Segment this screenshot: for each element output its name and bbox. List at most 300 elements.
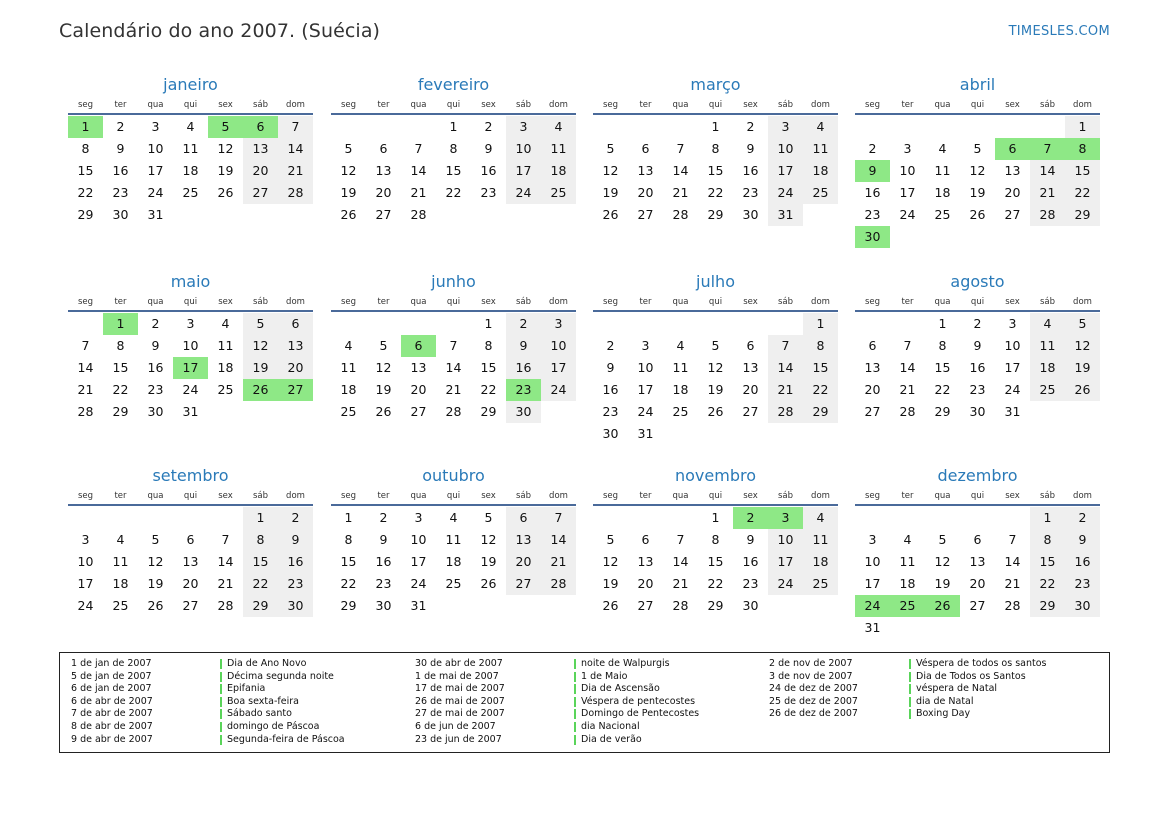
weekday-label: sex [481, 297, 496, 307]
day-cell: 30 [375, 598, 392, 613]
day-cell: 13 [506, 529, 541, 551]
day-cell: 16 [278, 551, 313, 573]
day-empty [890, 313, 925, 335]
day-cell: 3 [903, 141, 912, 156]
legend-date: 5 de jan de 2007 [71, 670, 152, 682]
day-cell: 27 [637, 598, 654, 613]
week-row [68, 573, 313, 595]
holiday-cell: 6 [243, 116, 278, 138]
holiday-cell: 3 [768, 507, 803, 529]
day-cell: 22 [77, 185, 94, 200]
day-empty [628, 507, 663, 529]
day-cell: 1 [803, 313, 838, 335]
week-row [855, 551, 1100, 573]
weekday-label: seg [340, 100, 357, 110]
day-cell: 30 [112, 207, 129, 222]
day-cell: 1 [1065, 116, 1100, 138]
day-cell: 28 [217, 598, 234, 613]
day-cell: 17 [506, 160, 541, 182]
day-cell: 29 [1065, 204, 1100, 226]
holiday-cell: 9 [855, 160, 890, 182]
day-cell: 3 [541, 313, 576, 335]
week-row [855, 182, 1100, 204]
weekday-label: seg [340, 297, 357, 307]
day-cell: 25 [803, 573, 838, 595]
weekday-label: seg [602, 100, 619, 110]
weekday-label: seg [340, 491, 357, 501]
day-cell: 23 [1065, 573, 1100, 595]
legend-holiday-name: véspera de Natal [909, 683, 1046, 696]
day-cell: 5 [606, 532, 615, 547]
day-cell: 2 [868, 141, 877, 156]
day-cell: 10 [77, 554, 94, 569]
day-cell: 6 [641, 532, 650, 547]
week-row [593, 160, 838, 182]
day-cell: 13 [637, 163, 654, 178]
day-cell: 20 [969, 576, 986, 591]
weekday-label: sáb [515, 100, 532, 110]
week-row [68, 204, 313, 226]
weekday-label: ter [114, 100, 127, 110]
weekday-label: qua [410, 297, 427, 307]
day-cell: 10 [768, 529, 803, 551]
day-cell: 11 [803, 138, 838, 160]
day-cell: 8 [449, 141, 458, 156]
day-cell: 12 [707, 360, 724, 375]
day-cell: 11 [445, 532, 462, 547]
weekday-label: dom [811, 491, 830, 501]
month-8 [68, 465, 313, 617]
month-name: dezembro [937, 466, 1018, 485]
holiday-cell: 7 [1030, 138, 1065, 160]
week-row [593, 116, 838, 138]
week-row [68, 401, 313, 423]
week-row [68, 379, 313, 401]
day-empty [173, 204, 208, 226]
day-cell: 20 [637, 576, 654, 591]
day-cell: 26 [147, 598, 164, 613]
day-cell: 17 [410, 554, 427, 569]
day-cell: 6 [973, 532, 982, 547]
day-cell: 22 [243, 573, 278, 595]
weekday-label: dom [286, 100, 305, 110]
day-cell: 12 [602, 554, 619, 569]
day-cell: 15 [934, 360, 951, 375]
day-empty [733, 423, 768, 445]
month-7 [855, 271, 1100, 423]
day-cell: 20 [375, 185, 392, 200]
day-cell: 2 [606, 338, 615, 353]
weekday-label: sáb [777, 297, 794, 307]
day-cell: 17 [768, 551, 803, 573]
weekday-label: ter [901, 100, 914, 110]
weekday-label: dom [1073, 100, 1092, 110]
day-cell: 13 [969, 554, 986, 569]
day-cell: 8 [344, 532, 353, 547]
day-cell: 30 [742, 207, 759, 222]
day-cell: 13 [182, 554, 199, 569]
weekday-header [68, 295, 313, 309]
weekday-header [593, 295, 838, 309]
day-cell: 21 [1030, 182, 1065, 204]
day-cell: 23 [278, 573, 313, 595]
week-row [331, 401, 576, 423]
day-cell: 6 [278, 313, 313, 335]
day-cell: 26 [1065, 379, 1100, 401]
day-empty [768, 423, 803, 445]
day-cell: 28 [899, 404, 916, 419]
day-cell: 3 [414, 510, 423, 525]
day-cell: 23 [147, 382, 164, 397]
day-cell: 24 [147, 185, 164, 200]
month-name: setembro [152, 466, 229, 485]
weekday-label: dom [549, 100, 568, 110]
day-cell: 31 [768, 204, 803, 226]
day-cell: 22 [340, 576, 357, 591]
week-row [68, 116, 313, 138]
day-empty [436, 204, 471, 226]
day-cell: 14 [445, 360, 462, 375]
day-cell: 16 [506, 357, 541, 379]
day-cell: 23 [864, 207, 881, 222]
day-cell: 1 [484, 316, 493, 331]
day-cell: 20 [742, 382, 759, 397]
day-cell: 23 [480, 185, 497, 200]
day-cell: 28 [410, 207, 427, 222]
day-empty [663, 507, 698, 529]
day-cell: 31 [864, 620, 881, 635]
header-rule [331, 504, 576, 506]
day-cell: 9 [746, 532, 755, 547]
day-cell: 16 [742, 554, 759, 569]
legend-holiday-name: Boa sexta-feira [220, 696, 345, 709]
day-cell: 7 [449, 338, 458, 353]
day-empty [663, 313, 698, 335]
day-empty [436, 595, 471, 617]
weekday-label: seg [864, 297, 881, 307]
legend-date: 24 de dez de 2007 [769, 683, 858, 695]
day-empty [208, 507, 243, 529]
weekday-label: sáb [515, 491, 532, 501]
legend-date: 26 de dez de 2007 [769, 708, 858, 720]
day-empty [68, 313, 103, 335]
holiday-cell: 25 [890, 595, 925, 617]
week-row [331, 595, 576, 617]
month-name: agosto [950, 272, 1005, 291]
legend-date: 17 de mai de 2007 [415, 683, 505, 695]
day-cell: 20 [506, 551, 541, 573]
day-cell: 20 [864, 382, 881, 397]
day-cell: 14 [899, 360, 916, 375]
weekday-label: qua [672, 297, 689, 307]
weekday-label: sáb [1039, 491, 1056, 501]
weekday-header [331, 98, 576, 112]
day-cell: 6 [506, 507, 541, 529]
legend-date: 25 de dez de 2007 [769, 695, 858, 707]
day-cell: 4 [116, 532, 125, 547]
day-cell: 8 [116, 338, 125, 353]
holiday-cell: 24 [855, 595, 890, 617]
day-cell: 4 [344, 338, 353, 353]
week-row [331, 529, 576, 551]
day-cell: 7 [768, 335, 803, 357]
day-cell: 22 [445, 185, 462, 200]
week-row [593, 379, 838, 401]
day-cell: 19 [707, 382, 724, 397]
day-cell: 17 [1004, 360, 1021, 375]
day-cell: 15 [340, 554, 357, 569]
day-cell: 31 [1004, 404, 1021, 419]
holiday-cell: 8 [1065, 138, 1100, 160]
header-rule [68, 310, 313, 312]
day-cell: 19 [1065, 357, 1100, 379]
header-rule [593, 504, 838, 506]
day-cell: 15 [112, 360, 129, 375]
legend-dates-col-3 [769, 658, 858, 721]
day-cell: 27 [506, 573, 541, 595]
day-cell: 2 [973, 316, 982, 331]
weekday-label: sex [743, 297, 758, 307]
month-name: novembro [675, 466, 756, 485]
day-cell: 4 [1030, 313, 1065, 335]
week-row [593, 182, 838, 204]
day-cell: 9 [116, 141, 125, 156]
legend-date: 26 de mai de 2007 [415, 695, 505, 707]
legend-date: 30 de abr de 2007 [415, 658, 503, 669]
month-name: fevereiro [417, 75, 490, 94]
week-row [593, 204, 838, 226]
day-cell: 27 [742, 404, 759, 419]
day-cell: 27 [243, 182, 278, 204]
month-9 [331, 465, 576, 617]
month-2 [593, 74, 838, 226]
day-cell: 14 [410, 163, 427, 178]
legend-holiday-name: Dia de Ascensão [574, 683, 699, 696]
day-cell: 27 [410, 404, 427, 419]
legend-holiday-name: Domingo de Pentecostes [574, 708, 699, 721]
day-cell: 17 [541, 357, 576, 379]
legend-date: 2 de nov de 2007 [769, 658, 853, 669]
day-cell: 7 [1008, 532, 1017, 547]
day-empty [278, 401, 313, 423]
day-cell: 23 [969, 382, 986, 397]
day-empty [541, 204, 576, 226]
day-cell: 22 [934, 382, 951, 397]
day-empty [890, 116, 925, 138]
legend-dates-col-2 [415, 658, 505, 746]
day-cell: 19 [243, 357, 278, 379]
day-empty [103, 507, 138, 529]
legend-date: 3 de nov de 2007 [769, 670, 853, 682]
weekday-header [68, 98, 313, 112]
day-cell: 25 [217, 382, 234, 397]
holiday-cell: 27 [278, 379, 313, 401]
weekday-label: seg [77, 491, 94, 501]
legend-date: 9 de abr de 2007 [71, 733, 153, 745]
legend-holiday-name: Epifania [220, 683, 345, 696]
weekday-label: sex [1005, 491, 1020, 501]
day-empty [1065, 401, 1100, 423]
day-cell: 10 [541, 335, 576, 357]
week-row [593, 401, 838, 423]
day-cell: 22 [1030, 573, 1065, 595]
week-row [331, 313, 576, 335]
day-empty [768, 313, 803, 335]
week-row [68, 357, 313, 379]
day-cell: 19 [934, 576, 951, 591]
day-cell: 15 [1065, 160, 1100, 182]
day-cell: 20 [637, 185, 654, 200]
day-cell: 12 [480, 532, 497, 547]
day-cell: 15 [243, 551, 278, 573]
day-cell: 28 [541, 573, 576, 595]
week-row [68, 551, 313, 573]
weekday-label: seg [77, 297, 94, 307]
weekday-label: ter [377, 491, 390, 501]
day-empty [925, 226, 960, 248]
day-cell: 6 [641, 141, 650, 156]
brand-link[interactable]: TIMESLES.COM [1008, 24, 1110, 39]
weekday-label: dom [549, 491, 568, 501]
weekday-label: sex [218, 100, 233, 110]
month-name: julho [696, 272, 735, 291]
day-cell: 20 [1004, 185, 1021, 200]
week-row [593, 423, 838, 445]
holiday-cell: 26 [243, 379, 278, 401]
day-cell: 25 [803, 182, 838, 204]
week-row [68, 313, 313, 335]
day-cell: 21 [77, 382, 94, 397]
day-empty [471, 204, 506, 226]
week-row [331, 116, 576, 138]
day-cell: 18 [899, 576, 916, 591]
day-empty [925, 617, 960, 639]
day-cell: 23 [742, 185, 759, 200]
day-cell: 13 [864, 360, 881, 375]
day-cell: 24 [77, 598, 94, 613]
day-cell: 21 [541, 551, 576, 573]
day-cell: 19 [375, 382, 392, 397]
day-cell: 11 [934, 163, 951, 178]
day-cell: 12 [243, 335, 278, 357]
day-cell: 23 [602, 404, 619, 419]
week-row [593, 138, 838, 160]
day-empty [243, 204, 278, 226]
weekday-label: qua [147, 491, 164, 501]
day-empty [1030, 226, 1065, 248]
day-cell: 25 [672, 404, 689, 419]
day-cell: 26 [602, 598, 619, 613]
weekday-header [331, 295, 576, 309]
day-empty [768, 595, 803, 617]
day-cell: 9 [1065, 529, 1100, 551]
day-cell: 21 [410, 185, 427, 200]
holiday-cell: 26 [925, 595, 960, 617]
day-cell: 28 [445, 404, 462, 419]
day-cell: 24 [506, 182, 541, 204]
day-cell: 14 [1004, 554, 1021, 569]
day-cell: 4 [221, 316, 230, 331]
day-cell: 3 [81, 532, 90, 547]
day-cell: 15 [803, 357, 838, 379]
day-cell: 31 [410, 598, 427, 613]
weekday-label: qui [183, 297, 198, 307]
week-row [68, 138, 313, 160]
day-cell: 20 [182, 576, 199, 591]
weekday-label: sáb [515, 297, 532, 307]
week-row [593, 573, 838, 595]
day-empty [663, 116, 698, 138]
month-name: janeiro [163, 75, 218, 94]
day-cell: 27 [969, 598, 986, 613]
day-cell: 9 [379, 532, 388, 547]
day-cell: 29 [480, 404, 497, 419]
day-empty [1030, 617, 1065, 639]
month-6 [593, 271, 838, 445]
day-cell: 18 [182, 163, 199, 178]
weekday-label: qui [970, 297, 985, 307]
weekday-label: qua [147, 297, 164, 307]
day-cell: 13 [742, 360, 759, 375]
day-empty [925, 116, 960, 138]
day-cell: 8 [803, 335, 838, 357]
day-cell: 8 [484, 338, 493, 353]
day-empty [960, 617, 995, 639]
weekday-label: dom [286, 491, 305, 501]
day-cell: 26 [707, 404, 724, 419]
day-cell: 21 [672, 576, 689, 591]
day-cell: 22 [707, 576, 724, 591]
day-cell: 14 [672, 554, 689, 569]
header-rule [593, 310, 838, 312]
legend-date: 27 de mai de 2007 [415, 708, 505, 720]
day-empty [541, 595, 576, 617]
weekday-label: qui [970, 100, 985, 110]
day-cell: 10 [410, 532, 427, 547]
legend-date: 6 de abr de 2007 [71, 695, 153, 707]
weekday-label: qua [410, 100, 427, 110]
day-cell: 21 [768, 379, 803, 401]
weekday-label: seg [602, 491, 619, 501]
day-cell: 17 [864, 576, 881, 591]
weekday-label: dom [1073, 297, 1092, 307]
day-cell: 30 [969, 404, 986, 419]
day-empty [855, 116, 890, 138]
day-cell: 1 [344, 510, 353, 525]
day-cell: 7 [541, 507, 576, 529]
weekday-label: sáb [777, 491, 794, 501]
legend-holiday-name: Boxing Day [909, 708, 1046, 721]
day-cell: 9 [278, 529, 313, 551]
holiday-cell: 5 [208, 116, 243, 138]
day-cell: 28 [672, 598, 689, 613]
day-cell: 18 [340, 382, 357, 397]
day-cell: 9 [606, 360, 615, 375]
day-empty [278, 204, 313, 226]
week-row [855, 116, 1100, 138]
week-row [68, 335, 313, 357]
day-cell: 1 [243, 507, 278, 529]
day-empty [208, 401, 243, 423]
day-cell: 8 [938, 338, 947, 353]
day-cell: 24 [899, 207, 916, 222]
day-cell: 4 [676, 338, 685, 353]
day-cell: 2 [151, 316, 160, 331]
weekday-label: sex [743, 491, 758, 501]
week-row [331, 573, 576, 595]
page-title: Calendário do ano 2007. (Suécia) [59, 20, 381, 42]
weekday-header [855, 489, 1100, 503]
